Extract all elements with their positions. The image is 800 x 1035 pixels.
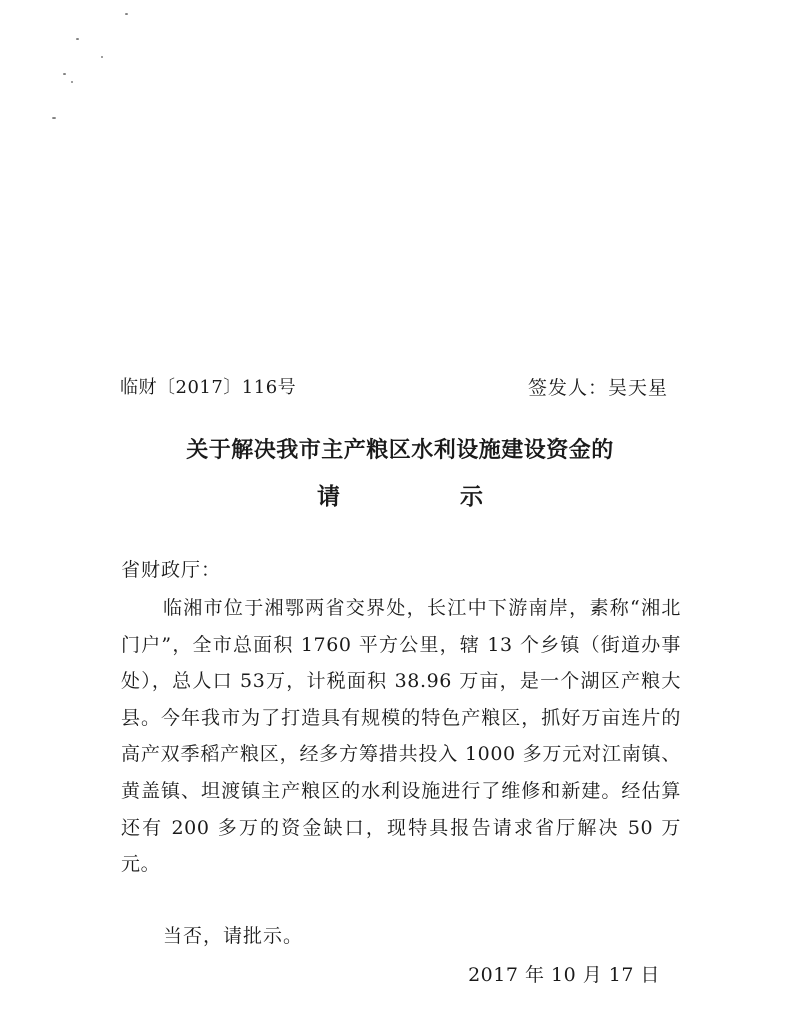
scan-speck bbox=[101, 56, 103, 58]
document-title: 关于解决我市主产粮区水利设施建设资金的 bbox=[186, 437, 614, 463]
scan-speck bbox=[125, 13, 128, 15]
document-date: 2017 年 10 月 17 日 bbox=[468, 964, 660, 986]
closing-line: 当否，请批示。 bbox=[163, 925, 304, 947]
recipient: 省财政厅： bbox=[121, 559, 222, 581]
document-title-type bbox=[0, 478, 800, 511]
body-paragraph: 临湘市位于湘鄂两省交界处，长江中下游南岸，素称“湘北门户”，全市总面积 1760 平方公里，辖 13 个乡镇（街道办事处），总人口 53万，计税面积 38.96 万亩，是一个湖区产粮大县。今年我市为了打造具有规模的特色产粮区，抓好万亩连片的高产双季稻产粮区，经多方筹措共投入 1000 多万元对江南镇、黄盖镇、坦渡镇主产粮区的水利设施进行了维修和新建。经估算还有 200 多万的资金缺口，现特具报告请求省厅解决 50 万元。 bbox=[121, 597, 681, 876]
document-number: 临财〔2017〕116号 bbox=[120, 377, 297, 398]
signer: 签发人：吴天星 bbox=[527, 377, 668, 399]
scan-speck bbox=[63, 73, 66, 75]
scan-speck bbox=[52, 117, 56, 119]
scan-speck bbox=[76, 38, 79, 40]
title-type-char-left: 请 bbox=[317, 483, 340, 510]
scan-speck bbox=[71, 81, 73, 83]
title-type-char-right: 示 bbox=[460, 483, 483, 510]
